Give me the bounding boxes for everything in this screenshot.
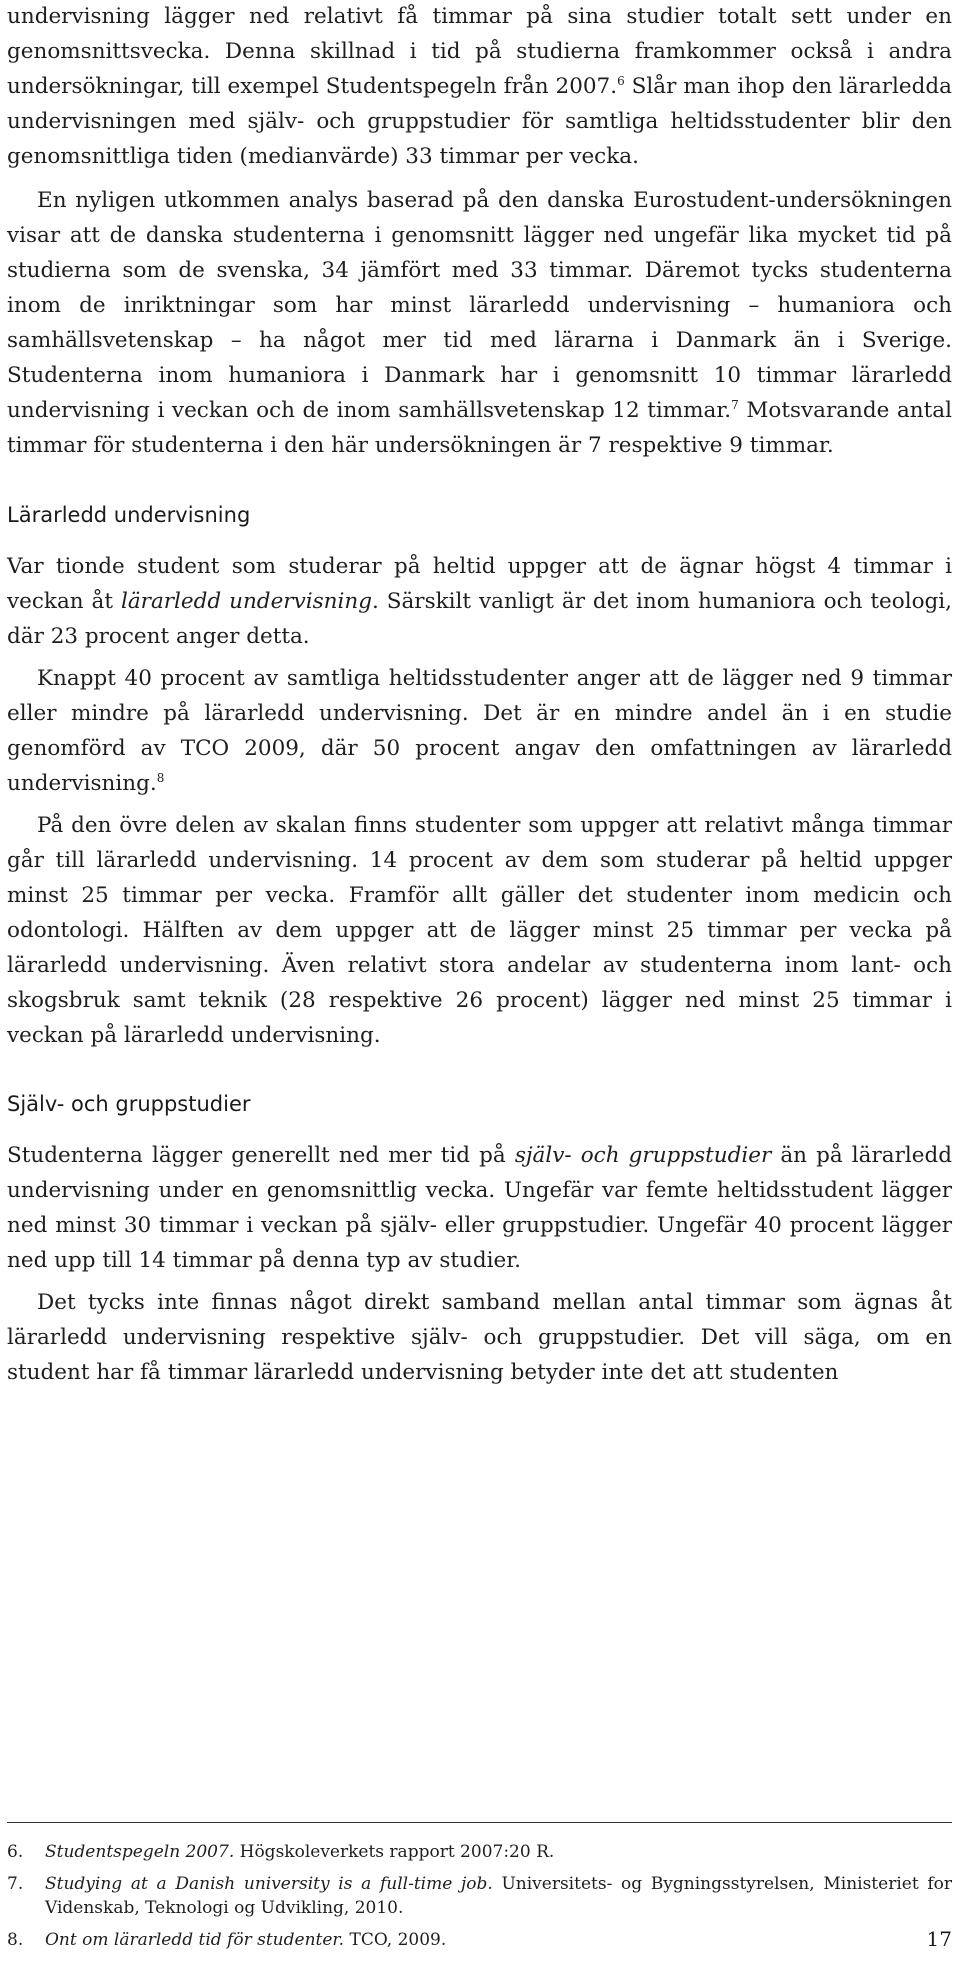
footnotes <box>7 1840 952 1960</box>
footnote-rest: Högskoleverkets rapport 2007:20 R. <box>234 1842 555 1862</box>
paragraph-text: Knappt 40 procent av samtliga heltidsstudenter anger att de lägger ned 9 timmar eller mindre på lärarledd undervisning. Det är en mindre andel än i en studie genomförd av TCO 2009, där 50 procent angav den omfattningen av lärarledd undervisning. <box>7 666 952 796</box>
paragraph-text: Motsvarande antal timmar för studenterna i den här undersökningen är 7 respektive 9 timmar. <box>7 398 952 458</box>
paragraph-text: undervisning lägger ned relativt få timmar på sina studier totalt sett under en genomsnittsvecka. Denna skillnad i tid på studierna framkommer också i andra undersökningar, till exempel Studentspegeln från 2007. <box>7 4 952 99</box>
footnote-7 <box>7 1872 952 1920</box>
paragraph-6 <box>7 1138 952 1278</box>
footnote-text <box>45 1928 952 1952</box>
paragraph-text: Det tycks inte finnas något direkt samband mellan antal timmar som ägnas åt lärarledd undervisning respektive själv- och gruppstudier. Det vill säga, om en student har få timmar lärarledd undervisning betyder inte det att studenten <box>7 1290 952 1385</box>
paragraph-text: Var tionde student som studerar på heltid uppger att de ägnar högst 4 timmar i veckan åt <box>7 554 952 614</box>
paragraph-text: Slår man ihop den lärarledda undervisningen med själv- och gruppstudier för samtliga heltidsstudenter blir den genomsnittliga tiden (medianvärde) 33 timmar per vecka. <box>7 74 952 169</box>
footnote-8 <box>7 1928 952 1952</box>
page-number: 17 <box>926 1927 952 1951</box>
section-heading-sjalv: Själv- och gruppstudier <box>7 1092 251 1116</box>
footnote-text <box>45 1840 952 1864</box>
footnote-rest: TCO, 2009. <box>344 1930 447 1950</box>
footnote-title: Studentspegeln 2007. <box>45 1842 235 1862</box>
footnote-number: 7. <box>7 1874 24 1894</box>
footnote-ref-8[interactable]: 8 <box>156 771 165 785</box>
footnote-title: Studying at a Danish university is a full-time job. <box>45 1874 493 1894</box>
footnote-ref-7[interactable]: 7 <box>731 398 739 412</box>
footnote-text <box>45 1872 952 1920</box>
footnote-ref-6[interactable]: 6 <box>617 74 625 88</box>
page-body <box>7 0 952 1390</box>
footnote-number: 8. <box>7 1930 24 1950</box>
paragraph-1 <box>7 0 952 174</box>
paragraph-text: Studenterna lägger generellt ned mer tid på <box>7 1143 515 1168</box>
footnote-title: Ont om lärarledd tid för studenter. <box>45 1930 345 1950</box>
paragraph-3 <box>7 549 952 654</box>
paragraph-7 <box>7 1285 952 1390</box>
paragraph-5 <box>7 808 952 1053</box>
footnote-rest: Universitets- og Bygningsstyrelsen, Ministeriet for Videnskab, Teknologi og Udvikling, 2010. <box>45 1874 952 1918</box>
paragraph-text: På den övre delen av skalan finns studenter som uppger att relativt många timmar går till lärarledd undervisning. 14 procent av dem som studerar på heltid uppger minst 25 timmar per vecka. Framför allt gäller det studenter inom medicin och odontologi. Hälften av dem uppger att de lägger minst 25 timmar per vecka på lärarledd undervisning. Även relativt stora andelar av studenterna inom lant- och skogsbruk samt teknik (28 respektive 26 procent) lägger ned minst 25 timmar i veckan på lärarledd undervisning. <box>7 813 952 1048</box>
paragraph-2 <box>7 183 952 463</box>
footnote-6 <box>7 1840 952 1864</box>
emphasis-term: själv- och gruppstudier <box>514 1143 772 1168</box>
paragraph-text: . Särskilt vanligt är det inom humaniora och teologi, där 23 procent anger detta. <box>7 589 953 649</box>
paragraph-text: än på lärarledd undervisning under en genomsnittlig vecka. Ungefär var femte heltidsstudent lägger ned minst 30 timmar i veckan på själv- eller gruppstudier. Ungefär 40 procent lägger ned upp till 14 timmar på denna typ av studier. <box>7 1143 952 1273</box>
emphasis-term: lärarledd undervisning <box>120 589 372 614</box>
footnote-number: 6. <box>7 1842 24 1862</box>
paragraph-4 <box>7 661 952 801</box>
footnote-divider <box>7 1822 952 1823</box>
section-heading-lararledd: Lärarledd undervisning <box>7 503 251 527</box>
paragraph-text: En nyligen utkommen analys baserad på den danska Eurostudent-undersökningen visar att de danska studenterna i genomsnitt lägger ned ungefär lika mycket tid på studierna som de svenska, 34 jämfört med 33 timmar. Däremot tycks studenterna inom de inriktningar som har minst lärarledd undervisning – humaniora och samhällsvetenskap – ha något mer tid med lärarna i Danmark än i Sverige. Studenterna inom humaniora i Danmark har i genomsnitt 10 timmar lärarledd undervisning i veckan och de inom samhällsvetenskap 12 timmar. <box>7 188 952 423</box>
